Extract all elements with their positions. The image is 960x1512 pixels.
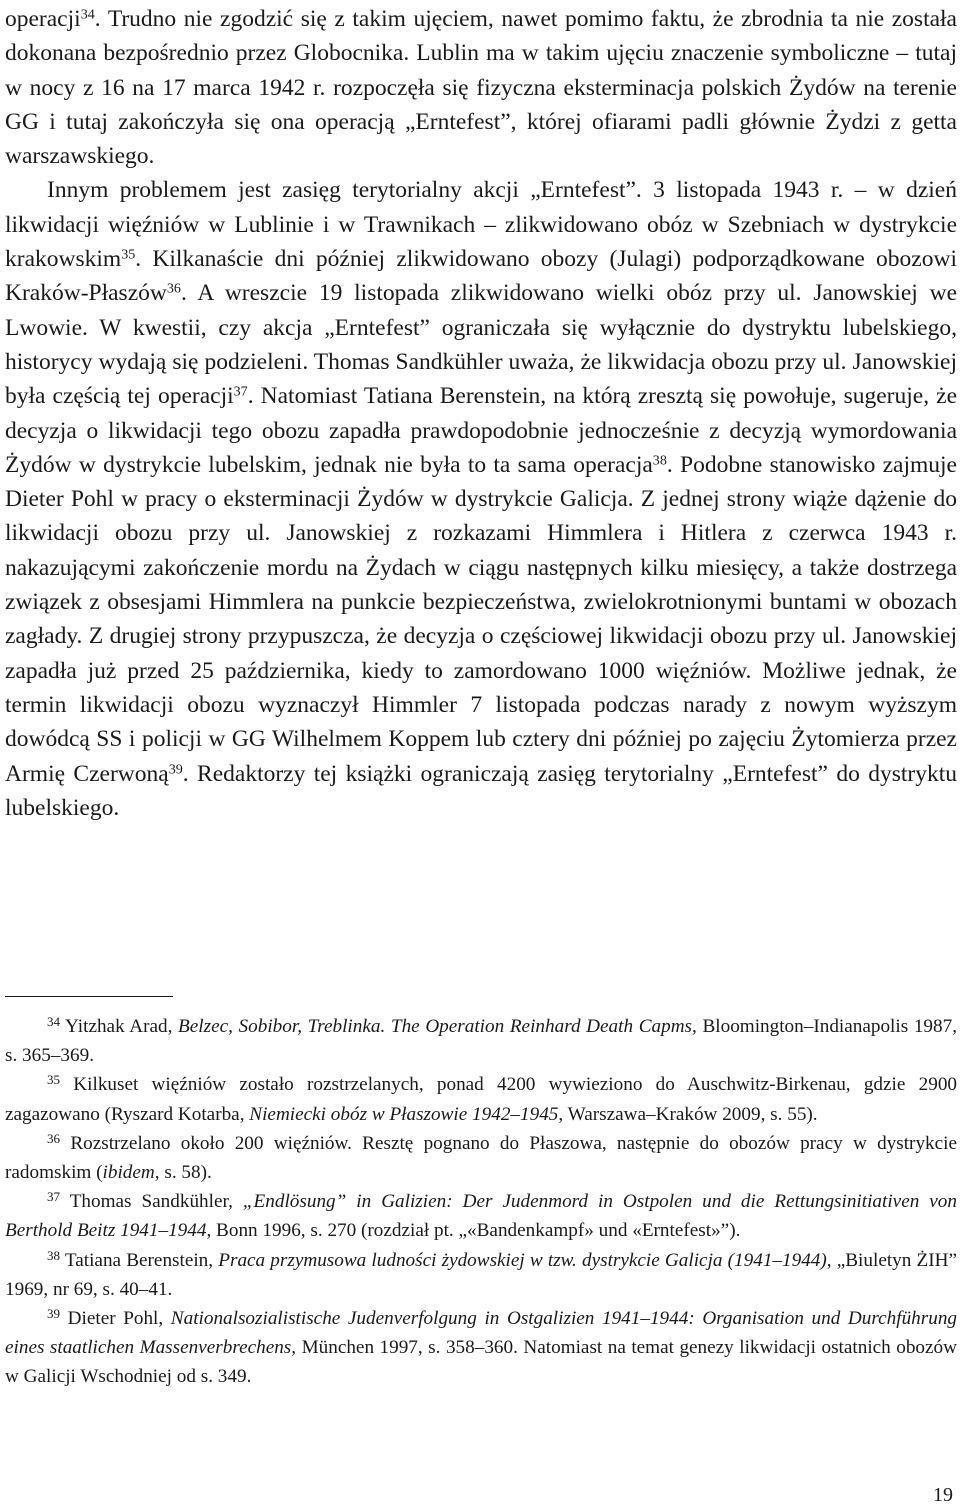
footnote xyxy=(5,1304,957,1392)
text-run: Dieter Pohl, xyxy=(67,1308,171,1330)
page-number: 19 xyxy=(933,1484,953,1506)
footnote-ref: 37 xyxy=(233,383,248,400)
footnote-ref: 35 xyxy=(121,246,136,263)
footnote-ref: 34 xyxy=(80,6,95,23)
text-run: . Redaktorzy tej książki ograniczają zasięg terytorialny „Erntefest” do dystryktu lubelskiego. xyxy=(5,760,957,821)
footnote-number: 39 xyxy=(47,1306,61,1322)
text-run: , Bloomington–Indianapolis 1987, s. 365–369. xyxy=(5,1016,958,1067)
text-run: , München 1997, s. 358–360. Natomiast na temat genezy likwidacji ostatnich obozów w Galicji Wschodniej od s. 349. xyxy=(5,1337,957,1388)
text-run: . Kilkanaście dni później zlikwidowano obozy (Julagi) podporządkowane obozowi Kraków-Płaszów xyxy=(5,246,957,307)
footnote-number: 37 xyxy=(47,1189,61,1205)
book-page xyxy=(5,0,958,1506)
italic-title: ibidem xyxy=(102,1162,155,1184)
text-run: . Podobne stanowisko zajmuje Dieter Pohl w pracy o eksterminacji Żydów w dystrykcie Galicja. Z jednej strony wiąże dążenie do likwidacji obozu przy ul. Janowskiej z rozkazami Himmlera i Hitlera z czerwca 1943 r. nakazującymi zakończenie mordu na Żydach w ciągu następnych kilku miesięcy, a także dostrzega związek z obsesjami Himmlera na punkcie bezpieczeństwa, zwielokrotnionymi buntami w obozach zagłady. Z drugiej strony przypuszcza, że decyzja o częściowej likwidacji obozu przy ul. Janowskiej zapadła już przed 25 października, kiedy to zamordowano 1000 więźniów. Możliwe jednak, że termin likwidacji obozu wyznaczył Himmler 7 listopada podczas narady z nowym wyższym dowódcą SS i policji w GG Wilhelmem Koppem lub cztery dni później po zajęciu Żytomierza przez Armię Czerwoną xyxy=(5,451,957,787)
footnote-number: 35 xyxy=(47,1072,61,1088)
footnote-ref: 36 xyxy=(166,280,181,297)
footnote-number: 36 xyxy=(47,1130,61,1146)
text-run: Innym problemem jest zasięg terytorialny akcji „Erntefest”. 3 listopada 1943 r. – w dzień likwidacji więźniów w Lublinie i w Trawnikach – zlikwidowano obóz w Szebniach w dystrykcie krakowskim xyxy=(5,177,957,273)
text-run: , Bonn 1996, s. 270 (rozdział pt. „«Bandenkampf» und «Erntefest»”). xyxy=(206,1220,741,1242)
footnote-number: 34 xyxy=(47,1014,61,1030)
text-run: . A wreszcie 19 listopada zlikwidowano wielki obóz przy ul. Janowskiej we Lwowie. W kwestii, czy akcja „Erntefest” ograniczała się wyłącznie do dystryktu lubelskiego, historycy wydają się podzieleni. Thomas Sandkühler uważa, że likwidacja obozu przy ul. Janowskiej była częścią tej operacji xyxy=(5,280,957,410)
text-run: Yitzhak Arad, xyxy=(64,1016,179,1037)
footnote xyxy=(5,1070,957,1128)
footnote xyxy=(5,1246,957,1304)
text-run: Tatiana Berenstein, xyxy=(64,1249,219,1271)
footnote xyxy=(5,1187,957,1245)
text-run: Thomas Sandkühler, xyxy=(69,1191,243,1213)
footnote-number: 38 xyxy=(47,1247,61,1263)
italic-title: Belzec, Sobibor, Treblinka. The Operation Reinhard Death Capms xyxy=(178,1016,693,1037)
footnotes xyxy=(5,1012,957,1392)
italic-title: Niemiecki obóz w Płaszowie 1942–1945 xyxy=(249,1103,559,1125)
text-run: Rozstrzelano około 200 więźniów. Resztę pognano do Płaszowa, następnie do obozów pracy w dystrykcie radomskim ( xyxy=(5,1132,957,1184)
italic-title: Nationalsozialistische Judenverfolgung in Ostgalizien 1941–1944: Organisation und Durchführung eines staatlichen Massenverbrechens xyxy=(5,1308,958,1359)
text-run: , „Biuletyn ŻIH” 1969, nr 69, s. 40–41. xyxy=(5,1249,957,1300)
footnote xyxy=(5,1012,957,1070)
text-run: operacji xyxy=(5,6,81,32)
italic-title: Praca przymusowa ludności żydowskiej w tzw. dystrykcie Galicja (1941–1944) xyxy=(218,1249,827,1271)
footnote-ref: 38 xyxy=(652,452,667,469)
paragraph xyxy=(5,2,957,173)
main-text xyxy=(5,0,957,825)
text-run: . Trudno nie zgodzić się z takim ujęciem, nawet pomimo faktu, że zbrodnia ta nie została dokonana bezpośrednio przez Globocnika. Lublin ma w takim ujęciu znaczenie symboliczne – tutaj w nocy z 16 na 17 marca 1942 r. rozpoczęła się fizyczna eksterminacja polskich Żydów na terenie GG i tutaj zakończyła się ona operacją „Erntefest”, której ofiarami padli głównie Żydzi z getta warszawskiego. xyxy=(5,6,957,170)
paragraph xyxy=(5,173,957,825)
footnote-separator xyxy=(5,996,173,997)
footnote-ref: 39 xyxy=(168,760,183,777)
text-run: , s. 58). xyxy=(154,1162,212,1184)
text-run: Kilkuset więźniów zostało rozstrzelanych, ponad 4200 wywieziono do Auschwitz-Birkenau, gdzie 2900 zagazowano (Ryszard Kotarba, xyxy=(5,1074,958,1125)
italic-title: „Endlösung” in Galizien: Der Judenmord in Ostpolen und die Rettungsinitiativen von Berthold Beitz 1941–1944 xyxy=(5,1191,957,1242)
footnote xyxy=(5,1129,957,1187)
text-run: . Natomiast Tatiana Berenstein, na którą zresztą się powołuje, sugeruje, że decyzja o likwidacji tego obozu zapadła prawdopodobnie jednocześnie z decyzją wymordowania Żydów w dystrykcie lubelskim, jednak nie była to ta sama operacja xyxy=(5,383,957,478)
text-run: , Warszawa–Kraków 2009, s. 55). xyxy=(558,1103,818,1125)
